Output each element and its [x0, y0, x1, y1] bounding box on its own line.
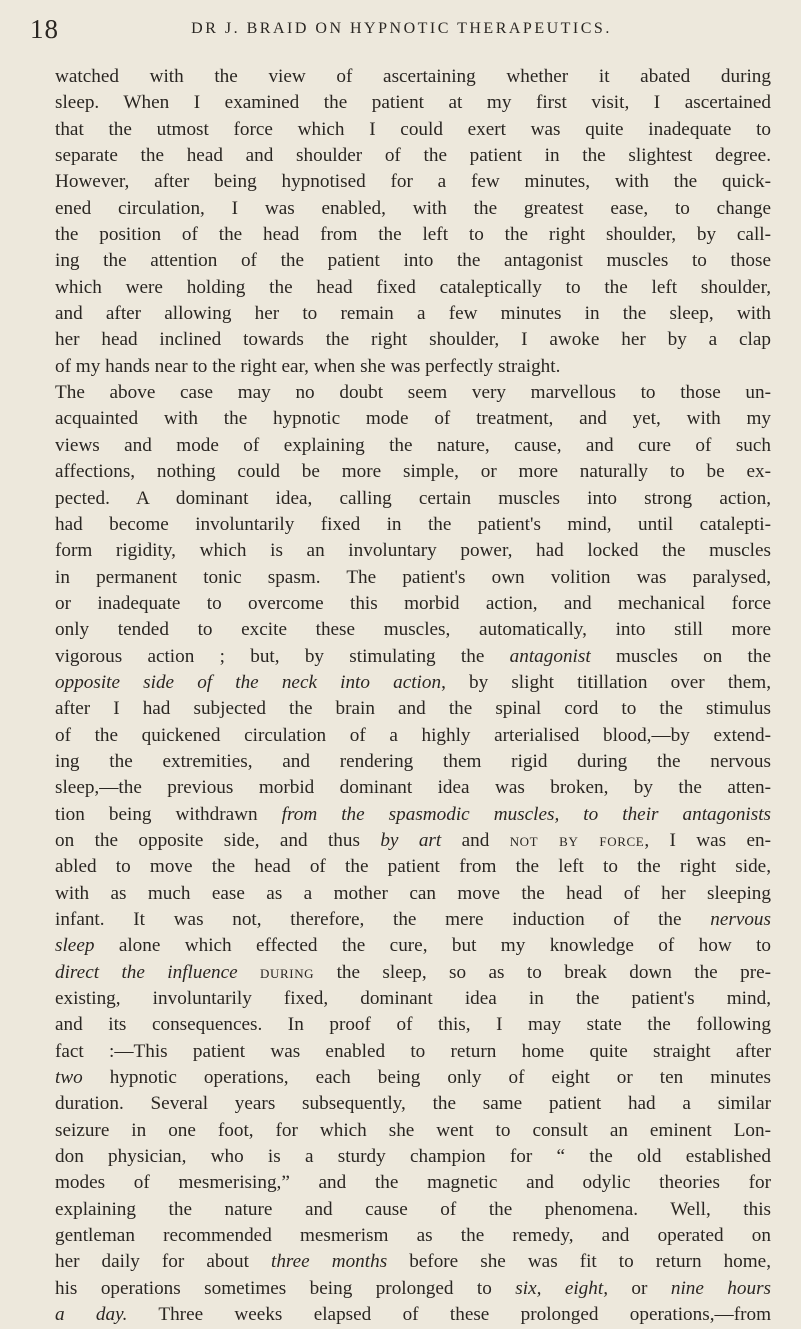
text-line: infant. It was not, therefore, the mere induction of the nervous — [55, 909, 771, 930]
text-line: don physician, who is a sturdy champion for “ the old established — [55, 1146, 771, 1168]
text-line: vigorous action ; but, by stimulating the antagonist muscles on the — [55, 645, 771, 667]
running-title: DR J. BRAID ON HYPNOTIC THERAPEUTICS. — [191, 20, 612, 37]
text-line: ing the attention of the patient into the antagonist muscles to those — [55, 250, 771, 272]
text-line: and after allowing her to remain a few minutes in the sleep, with — [55, 303, 771, 325]
text-line: in permanent tonic spasm. The patient's own volition was paralysed, — [55, 566, 771, 588]
text-line: with as much ease as a mother can move the head of her sleeping — [55, 882, 771, 904]
text-line: the position of the head from the left to the right shoulder, by call- — [55, 224, 771, 246]
text-line: and its consequences. In proof of this, I may state the following — [55, 1014, 771, 1036]
text-line: acquainted with the hypnotic mode of treatment, and yet, with my — [55, 408, 771, 430]
text-line: views and mode of explaining the nature, cause, and cure of such — [55, 434, 771, 456]
text-line: her head inclined towards the right shoulder, I awoke her by a clap — [55, 329, 771, 351]
text-line: fact :—This patient was enabled to return home quite straight after — [55, 1040, 771, 1062]
text-line: opposite side of the neck into action, by slight titillation over them, — [55, 671, 771, 693]
text-line: form rigidity, which is an involuntary power, had locked the muscles — [55, 540, 771, 562]
text-line: his operations sometimes being prolonged to six, eight, or nine hours — [55, 1277, 772, 1299]
text-line: that the utmost force which I could exert was quite inadequate to — [55, 118, 771, 140]
text-line: existing, involuntarily fixed, dominant idea in the patient's mind, — [55, 988, 771, 1010]
text-line: abled to move the head of the patient from the left to the right side, — [55, 856, 771, 878]
text-line: her daily for about three months before she was fit to return home, — [55, 1251, 771, 1273]
page-header — [22, 14, 781, 44]
text-line: of my hands near to the right ear, when she was perfectly straight. — [55, 355, 561, 377]
text-line: ing the extremities, and rendering them rigid during the nervous — [55, 750, 771, 772]
text-line: had become involuntarily fixed in the patient's mind, until catalepti- — [55, 513, 771, 535]
text-line: explaining the nature and cause of the phenomena. Well, this — [55, 1198, 771, 1220]
text-line: sleep,—the previous morbid dominant idea was broken, by the atten- — [55, 777, 771, 799]
text-line: watched with the view of ascertaining whether it abated during — [55, 66, 771, 87]
text-line: a day. Three weeks elapsed of these prolonged operations,—from — [55, 1304, 771, 1326]
text-line: The above case may no doubt seem very marvellous to those un- — [55, 382, 771, 404]
text-line: duration. Several years subsequently, the same patient had a similar — [55, 1093, 771, 1115]
text-line: which were holding the head fixed cataleptically to the left shoulder, — [55, 276, 771, 298]
text-line: two hypnotic operations, each being only of eight or ten minutes — [55, 1067, 771, 1089]
page-number: 18 — [30, 14, 59, 44]
text-line: sleep. When I examined the patient at my first visit, I ascertained — [55, 92, 771, 114]
text-line: sleep alone which effected the cure, but my knowledge of how to — [55, 935, 771, 957]
text-line: gentleman recommended mesmerism as the remedy, and operated on — [55, 1225, 771, 1247]
text-line: modes of mesmerising,” and the magnetic and odylic theories for — [55, 1172, 771, 1194]
text-line: tion being withdrawn from the spasmodic muscles, to their antagonists — [55, 803, 772, 825]
text-line: or inadequate to overcome this morbid action, and mechanical force — [55, 592, 771, 614]
text-line: separate the head and shoulder of the patient in the slightest degree. — [55, 145, 771, 167]
text-line: ened circulation, I was enabled, with the greatest ease, to change — [55, 197, 771, 219]
body-text — [55, 64, 771, 1329]
text-line: only tended to excite these muscles, automatically, into still more — [55, 619, 771, 641]
text-line: of the quickened circulation of a highly arterialised blood,—by extend- — [55, 724, 771, 746]
text-line: direct the influence during the sleep, so as to break down the pre- — [55, 961, 771, 983]
text-line: seizure in one foot, for which she went to consult an eminent Lon- — [55, 1119, 771, 1141]
text-line: pected. A dominant idea, calling certain muscles into strong action, — [55, 487, 771, 509]
text-line: affections, nothing could be more simple, or more naturally to be ex- — [55, 461, 771, 483]
text-line: on the opposite side, and thus by art and not by force, I was en- — [55, 829, 771, 851]
text-line: However, after being hypnotised for a few minutes, with the quick- — [55, 171, 771, 193]
text-line: after I had subjected the brain and the spinal cord to the stimulus — [55, 698, 771, 720]
